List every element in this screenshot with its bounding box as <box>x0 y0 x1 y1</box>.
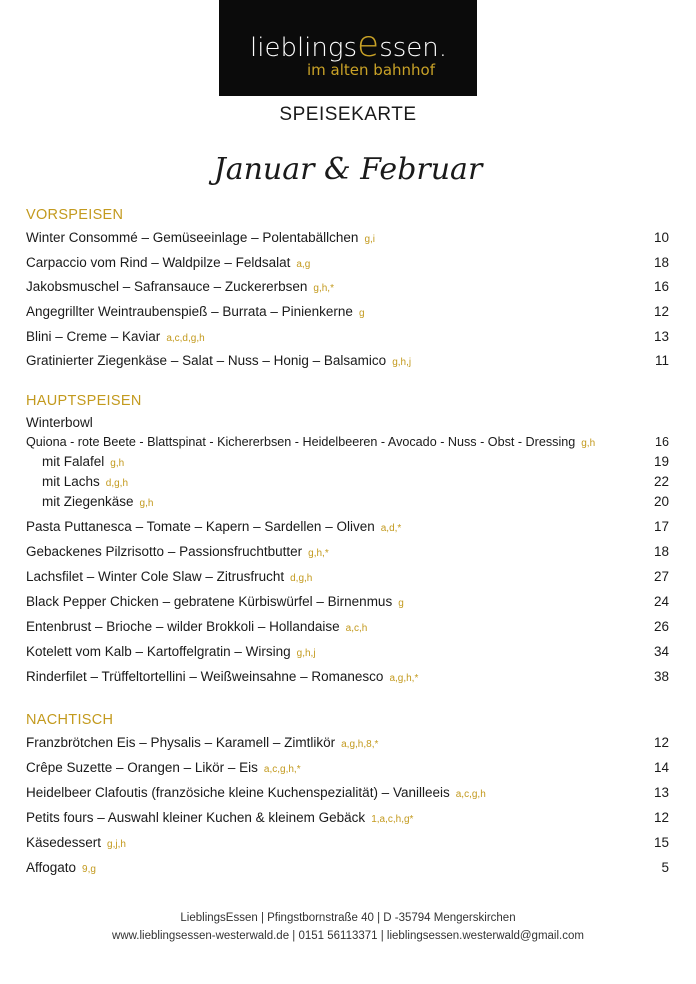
price: 18 <box>653 544 669 559</box>
footer-address: LieblingsEssen | Pfingstbornstraße 40 | D -35794 Mengerskirchen <box>180 912 516 924</box>
price: 5 <box>661 860 669 875</box>
price: 16 <box>654 435 669 449</box>
menu-item: Heidelbeer Clafoutis (französiche kleine Kuchenspezialität) – Vanilleeis a,c,g,h 13 <box>26 783 669 803</box>
menu-item: Franzbrötchen Eis – Physalis – Karamell – Zimtlikör a,g,h,8,* 12 <box>26 733 669 753</box>
menu-item: Blini – Creme – Kaviar a,c,d,g,h 13 <box>26 327 669 347</box>
allergen-codes: a,g <box>296 259 311 270</box>
allergen-codes: g,h <box>110 458 125 469</box>
price: 18 <box>653 255 669 270</box>
price: 22 <box>653 474 669 489</box>
allergen-codes: g,h,* <box>308 548 329 559</box>
logo <box>219 0 477 96</box>
allergen-codes: a,g,h,8,* <box>341 739 379 750</box>
allergen-codes: a,d,* <box>380 523 402 534</box>
allergen-codes: d,g,h <box>290 573 313 584</box>
price: 16 <box>653 279 669 294</box>
price: 14 <box>653 760 669 775</box>
menu-item-option: mit Ziegenkäse g,h 20 <box>42 492 669 512</box>
price: 11 <box>654 353 669 368</box>
section-title-nachtisch: NACHTISCH <box>26 712 114 728</box>
menu-item: Rinderfilet – Trüffeltortellini – Weißweinsahne – Romanesco a,g,h,* 38 <box>26 667 669 687</box>
price: 19 <box>653 454 669 469</box>
allergen-codes: d,g,h <box>105 478 129 489</box>
allergen-codes: 1,a,c,h,g* <box>371 814 414 825</box>
price: 13 <box>653 329 669 344</box>
allergen-codes: g,j,h <box>107 839 126 850</box>
allergen-codes: g,i <box>364 234 375 245</box>
price: 20 <box>653 494 669 509</box>
footer-contact: www.lieblingsessen-westerwald.de | 0151 56113371 | lieblingsessen.westerwald@gmail.com <box>112 930 584 942</box>
allergen-codes: a,c,d,g,h <box>166 333 205 344</box>
allergen-codes: g,h,j <box>296 648 316 659</box>
menu-item: Kotelett vom Kalb – Kartoffelgratin – Wirsing g,h,j 34 <box>26 642 669 662</box>
price: 12 <box>653 735 669 750</box>
menu-item-heading: Winterbowl <box>26 415 93 430</box>
price: 17 <box>653 519 669 534</box>
logo-tagline: im alten bahnhof <box>307 61 435 79</box>
menu-item: Entenbrust – Brioche – wilder Brokkoli – Hollandaise a,c,h 26 <box>26 617 669 637</box>
allergen-codes: g,h,* <box>313 283 334 294</box>
menu-item: Jakobsmuschel – Safransauce – Zuckererbsen g,h,* 16 <box>26 277 669 297</box>
allergen-codes: a,c,g,h,* <box>263 764 301 775</box>
price: 13 <box>653 785 669 800</box>
allergen-codes: g,h <box>581 438 596 449</box>
allergen-codes: a,c,g,h <box>455 789 486 800</box>
section-title-hauptspeisen: HAUPTSPEISEN <box>26 393 142 409</box>
allergen-codes: g,h,j <box>392 357 412 368</box>
page-title: SPEISEKARTE <box>279 104 417 125</box>
menu-item-option: mit Lachs d,g,h 22 <box>42 472 669 492</box>
allergen-codes: 9,g <box>82 864 96 875</box>
menu-item: Gratinierter Ziegenkäse – Salat – Nuss – Honig – Balsamico g,h,j 11 <box>26 351 669 371</box>
menu-item: Crêpe Suzette – Orangen – Likör – Eis a,c,g,h,* 14 <box>26 758 669 778</box>
menu-item: Quiona - rote Beete - Blattspinat - Kichererbsen - Heidelbeeren - Avocado - Nuss - Obst - Dressing g,h 16 <box>26 432 669 452</box>
menu-item: Carpaccio vom Rind – Waldpilze – Feldsalat a,g 18 <box>26 253 669 273</box>
price: 27 <box>653 569 669 584</box>
allergen-codes: g <box>358 308 365 319</box>
menu-item: Käsedessert g,j,h 15 <box>26 833 669 853</box>
menu-item: Petits fours – Auswahl kleiner Kuchen & kleinem Gebäck 1,a,c,h,g* 12 <box>26 808 669 828</box>
price: 24 <box>653 594 669 609</box>
menu-item: Lachsfilet – Winter Cole Slaw – Zitrusfrucht d,g,h 27 <box>26 567 669 587</box>
allergen-codes: a,g,h,* <box>389 673 419 684</box>
price: 38 <box>653 669 669 684</box>
menu-item: Angegrillter Weintraubenspieß – Burrata – Pinienkerne g 12 <box>26 302 669 322</box>
menu-item: Black Pepper Chicken – gebratene Kürbiswürfel – Birnenmus g 24 <box>26 592 669 612</box>
menu-item: Winter Consommé – Gemüseeinlage – Polentabällchen g,i 10 <box>26 228 669 248</box>
allergen-codes: a,c,h <box>345 623 368 634</box>
price: 15 <box>653 835 669 850</box>
menu-item: Gebackenes Pilzrisotto – Passionsfruchtbutter g,h,* 18 <box>26 542 669 562</box>
menu-item: Pasta Puttanesca – Tomate – Kapern – Sardellen – Oliven a,d,* 17 <box>26 517 669 537</box>
price: 12 <box>653 304 669 319</box>
logo-wordmark: lieblingsessen. <box>250 24 448 65</box>
price: 34 <box>653 644 669 659</box>
menu-item: Affogato 9,g 5 <box>26 858 669 878</box>
price: 12 <box>653 810 669 825</box>
section-title-vorspeisen: VORSPEISEN <box>26 207 124 223</box>
page-subtitle: Januar & Februar <box>213 152 483 187</box>
allergen-codes: g,h <box>139 498 154 509</box>
price: 26 <box>653 619 669 634</box>
price: 10 <box>653 230 669 245</box>
allergen-codes: g <box>398 598 404 609</box>
menu-item-option: mit Falafel g,h 19 <box>42 452 669 472</box>
